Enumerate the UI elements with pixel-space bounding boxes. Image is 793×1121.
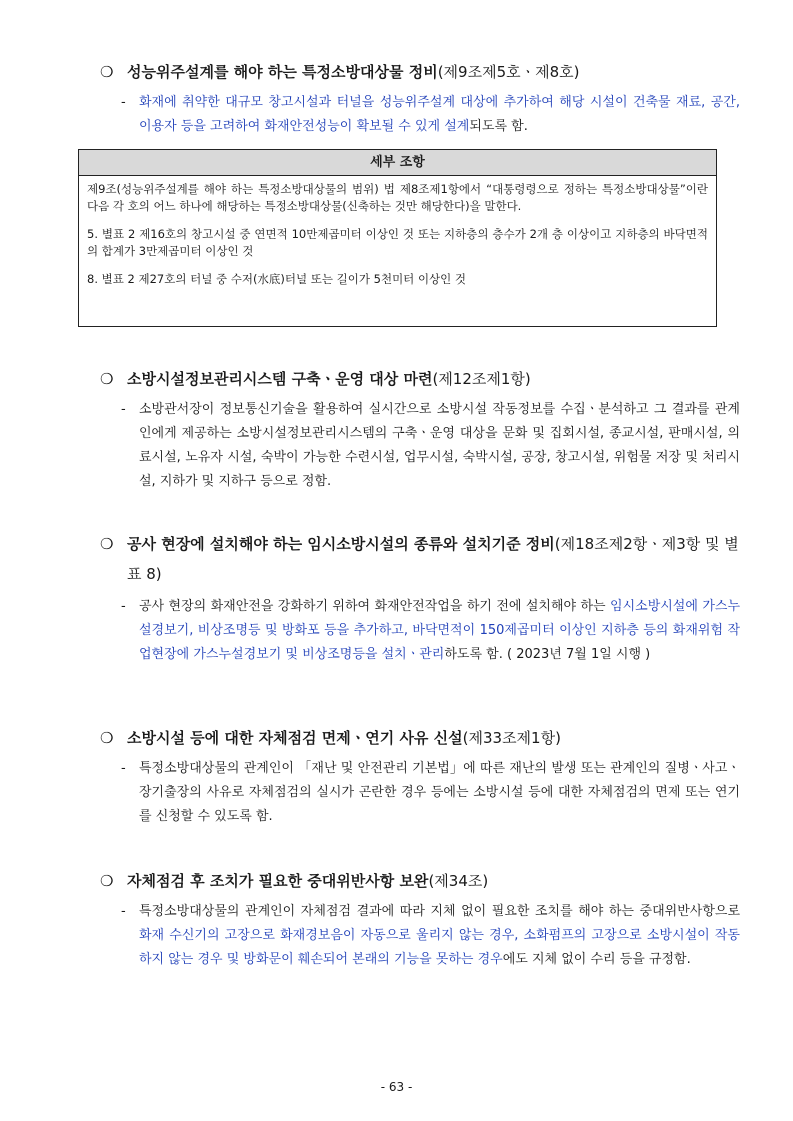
dash-bullet: - — [121, 904, 126, 919]
body-text: 특정소방대상물의 관계인이 「재난 및 안전관리 기본법」에 따른 재난의 발생 또는 관계인의 질병ㆍ사고ㆍ장기출장의 사유로 자체점검의 실시가 곤란한 경우 등에는 소방시설 등에 대한 자체점검의 면제 또는 연기를 신청할 수 있도록 함. — [139, 761, 740, 824]
circle-bullet-icon: ❍ — [100, 63, 114, 81]
section-heading — [100, 57, 740, 87]
section-reference: (제12조제1항) — [432, 370, 531, 388]
circle-bullet-icon: ❍ — [100, 370, 114, 388]
section-performance-design — [100, 57, 740, 139]
dash-bullet: - — [121, 95, 126, 110]
dash-bullet: - — [121, 402, 126, 417]
highlighted-text: 화재에 취약한 대규모 창고시설과 터널을 성능위주설계 대상에 추가하여 해당 시설이 건축물 재료, 공간, 이용자 등을 고려하여 화재안전성능이 확보될 수 있게 설계 — [139, 95, 740, 134]
section-heading — [100, 723, 740, 753]
section-title: 자체점검 후 조치가 필요한 중대위반사항 보완 — [127, 872, 429, 890]
list-item — [121, 398, 740, 494]
body-text: 소방관서장이 정보통신기술을 활용하여 실시간으로 소방시설 작동정보를 수집ㆍ분석하고 그 결과를 관계인에게 제공하는 소방시설정보관리시스템의 구축ㆍ운영 대상을 문화 및 집회시설, 종교시설, 판매시설, 의료시설, 노유자 시설, 숙박이 가능한 수련시설, 업무시설, 숙박시설, 공장, 창고시설, 위험물 저장 및 처리시설, 지하가 및 지하구 등으로 정함. — [139, 402, 740, 489]
body-text: 하도록 함. ( 2023년 7월 1일 시행 ) — [444, 647, 651, 662]
section-reference: (제9조제5호ㆍ제8호) — [437, 63, 580, 81]
section-heading — [100, 529, 740, 589]
list-item — [121, 595, 740, 667]
dash-bullet: - — [121, 599, 126, 614]
provision-paragraph: 8. 별표 2 제27호의 터널 중 수저(水底)터널 또는 길이가 5천미터 이상인 것 — [87, 272, 467, 286]
detail-box-body — [79, 176, 716, 288]
section-reference: (제34조) — [428, 872, 489, 890]
detail-provisions-box — [78, 149, 717, 327]
detail-box-header: 세부 조항 — [79, 150, 716, 176]
circle-bullet-icon: ❍ — [100, 535, 114, 553]
dash-bullet: - — [121, 761, 126, 776]
section-title: 공사 현장에 설치해야 하는 임시소방시설의 종류와 설치기준 정비 — [127, 535, 555, 553]
highlighted-text: 임시소방시설에 가스누설경보기, 비상조명등 및 방화포 등을 추가하고, 바닥면적이 150제곱미터 이상인 지하층 등의 화재위험 작업현장에 가스누설경보기 및 비상조명등을 설치ㆍ관리 — [139, 599, 740, 662]
section-self-inspection-exemption — [100, 723, 740, 829]
circle-bullet-icon: ❍ — [100, 872, 114, 890]
list-item — [121, 91, 740, 139]
section-major-violations — [100, 866, 740, 972]
section-reference: (제18조제2항ㆍ제3항 및 별표 8) — [127, 535, 739, 583]
section-temporary-facilities — [100, 529, 740, 667]
section-heading — [100, 866, 740, 896]
section-reference: (제33조제1항) — [462, 729, 561, 747]
provision-paragraph: 5. 별표 2 제16호의 창고시설 중 연면적 10만제곱미터 이상인 것 또는 지하층의 층수가 2개 층 이상이고 지하층의 바닥면적의 합계가 3만제곱미터 이상인 것 — [87, 227, 708, 258]
section-info-system — [100, 364, 740, 494]
list-item — [121, 900, 740, 972]
body-text: 되도록 함. — [469, 119, 528, 134]
section-heading — [100, 364, 740, 394]
circle-bullet-icon: ❍ — [100, 729, 114, 747]
page-number: - 63 - — [380, 1080, 413, 1094]
section-title: 소방시설 등에 대한 자체점검 면제ㆍ연기 사유 신설 — [127, 729, 463, 747]
body-text: 특정소방대상물의 관계인이 자체점검 결과에 따라 지체 없이 필요한 조치를 해야 하는 중대위반사항으로 — [139, 904, 740, 919]
provision-paragraph: 제9조(성능위주설계를 해야 하는 특정소방대상물의 범위) 법 제8조제1항에서 “대통령령으로 정하는 특정소방대상물”이란 다음 각 호의 어느 하나에 해당하는 특정소방대상물(신축하는 것만 해당한다)을 말한다. — [87, 182, 708, 213]
section-title: 소방시설정보관리시스템 구축ㆍ운영 대상 마련 — [127, 370, 433, 388]
body-text: 에도 지체 없이 수리 등을 규정함. — [502, 952, 691, 967]
section-title: 성능위주설계를 해야 하는 특정소방대상물 정비 — [127, 63, 438, 81]
body-text: 공사 현장의 화재안전을 강화하기 위하여 화재안전작업을 하기 전에 설치해야 하는 — [139, 599, 611, 614]
list-item — [121, 757, 740, 829]
highlighted-text: 화재 수신기의 고장으로 화재경보음이 자동으로 울리지 않는 경우, 소화펌프의 고장으로 소방시설이 작동하지 않는 경우 및 방화문이 훼손되어 본래의 기능을 못하는 경우 — [139, 928, 740, 967]
